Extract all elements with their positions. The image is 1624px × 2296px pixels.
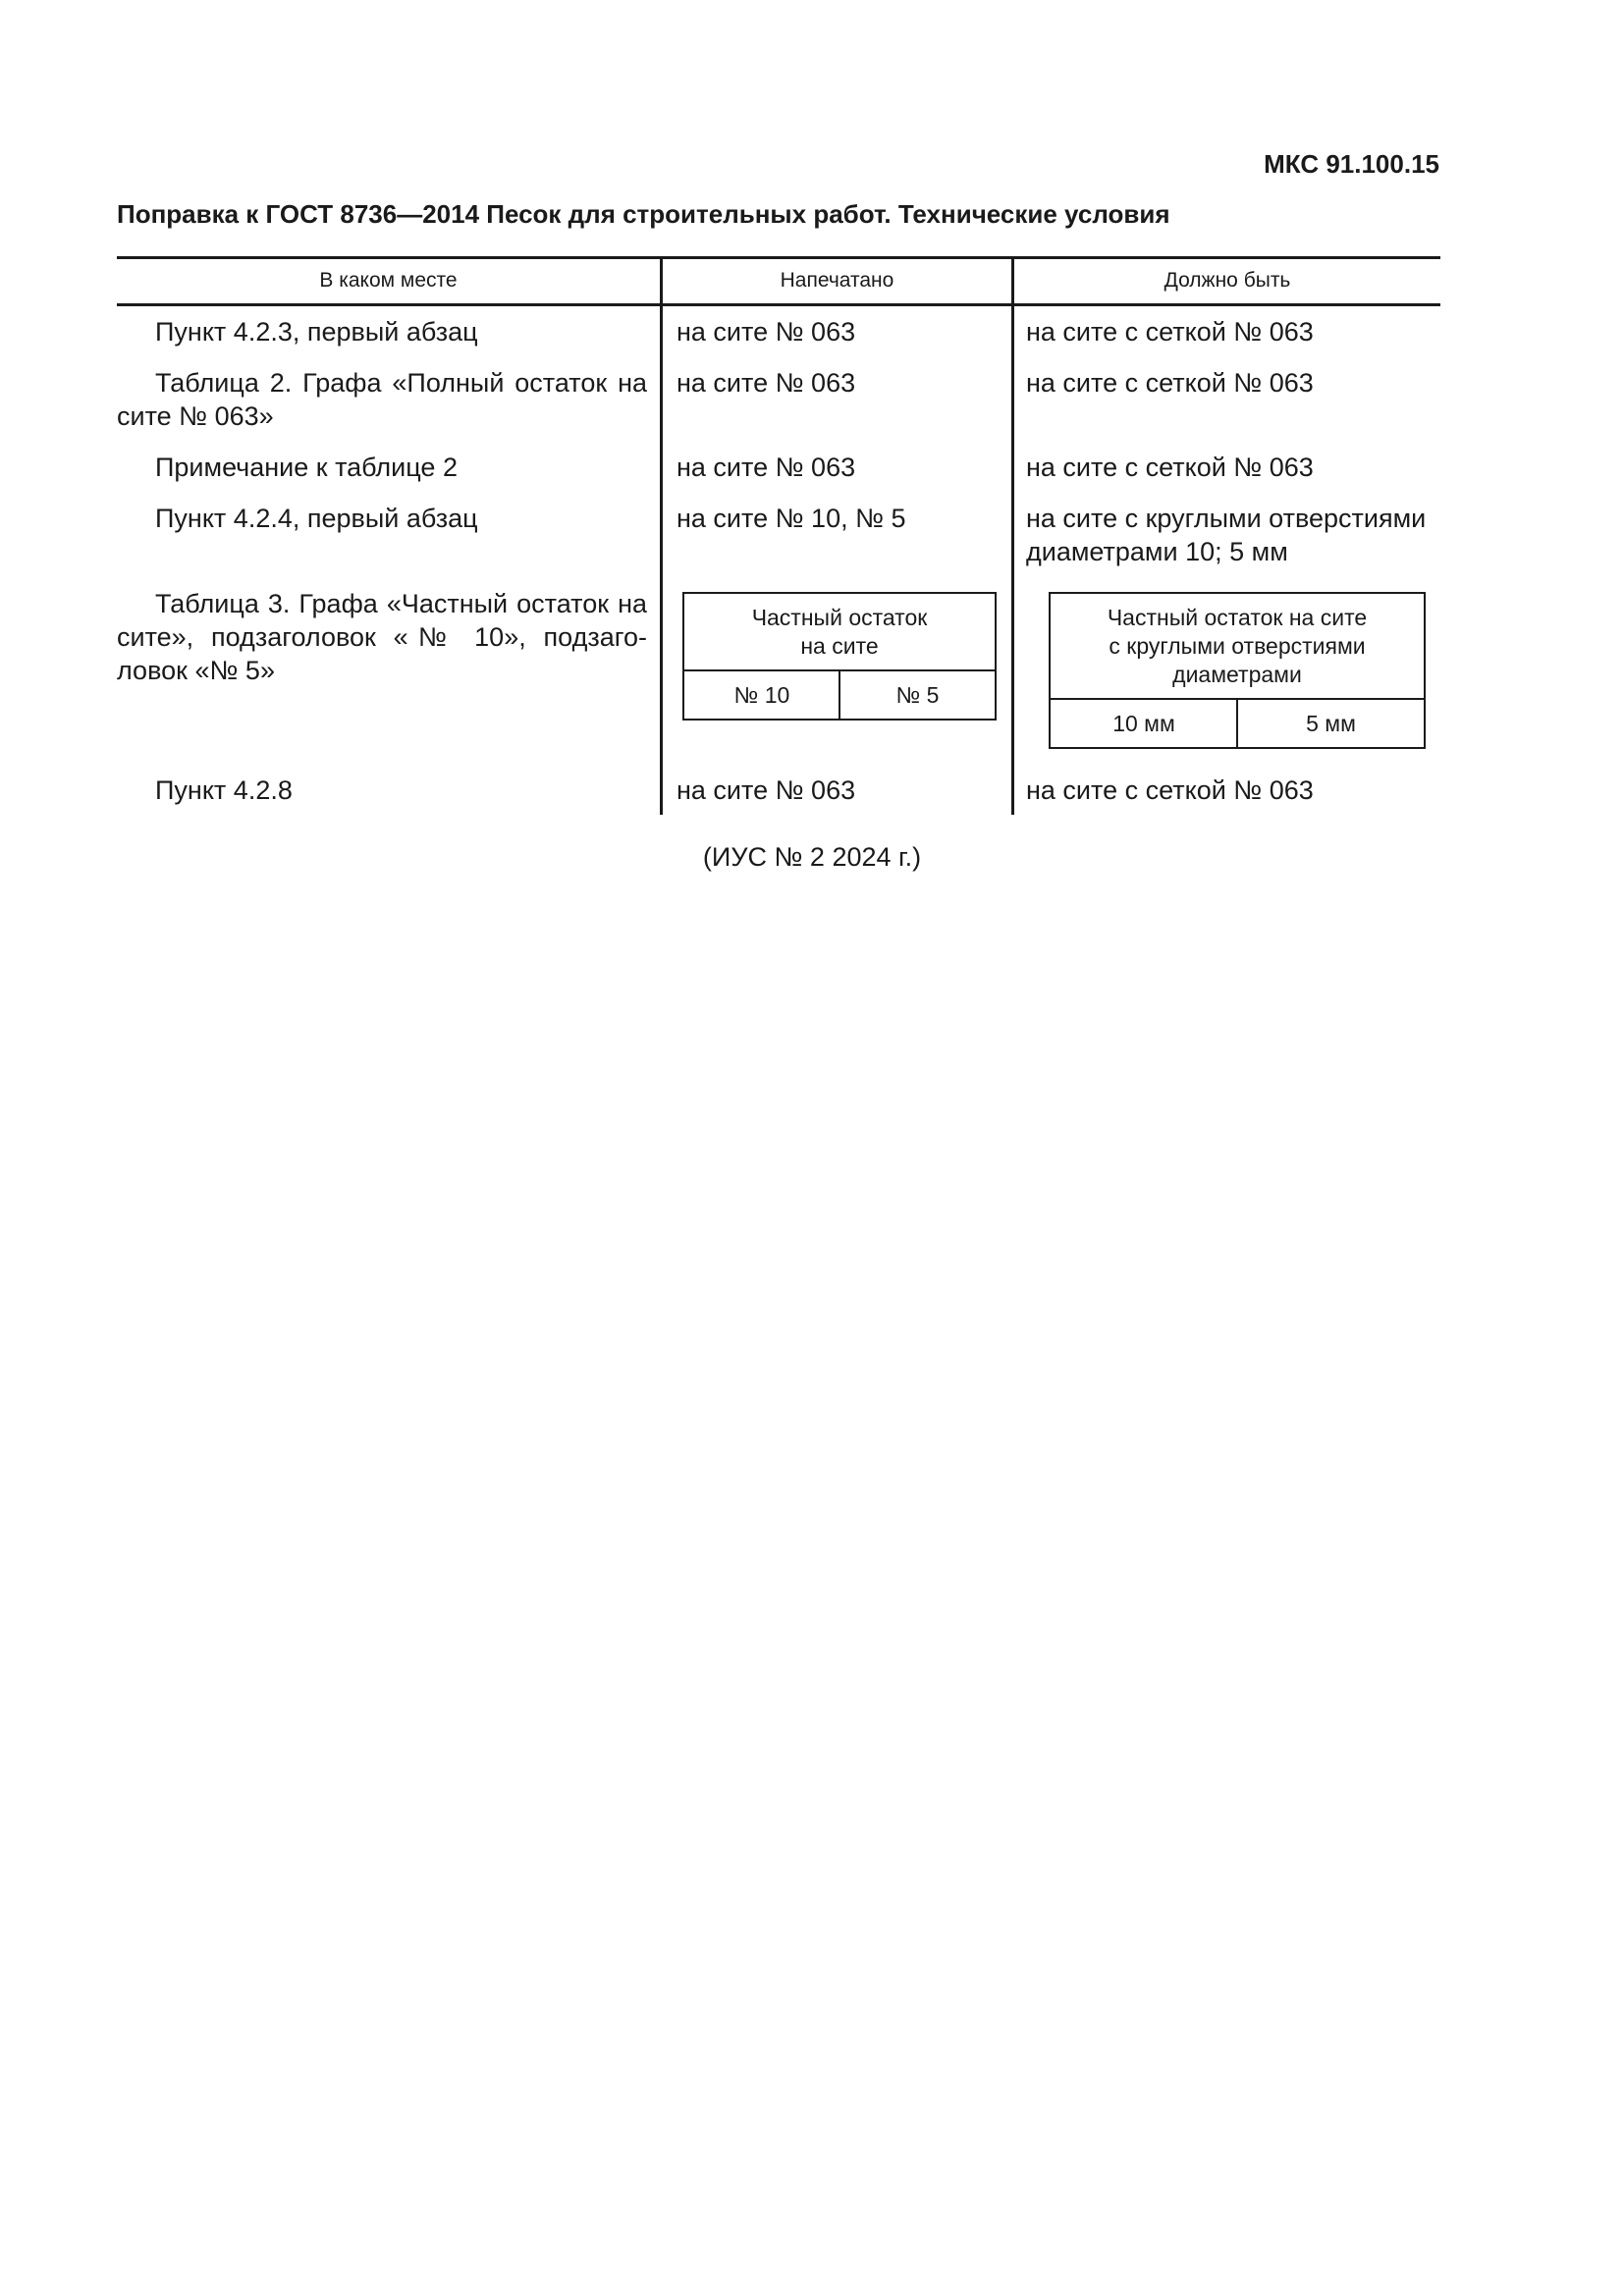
should-be-subtable-header <box>1051 594 1424 700</box>
column-divider-1 <box>660 256 663 815</box>
printed-subtable-header-line-2: на сите <box>800 633 879 659</box>
row-5-where: Таблица 3. Графа «Частный остаток на сите», подзаголовок «№ 10», подзаго-ловок «№ 5» <box>117 589 647 685</box>
row-3-should-be: на сите с сеткой № 063 <box>1026 453 1314 482</box>
printed-subtable <box>682 592 997 721</box>
column-divider-2 <box>1011 256 1014 815</box>
row-2-where: Таблица 2. Графа «Полный остаток на сите № 063» <box>117 368 647 431</box>
column-header-printed: Напечатано <box>780 269 894 292</box>
printed-subtable-header <box>684 594 995 671</box>
should-be-subtable-cell-1: 10 мм <box>1112 711 1175 736</box>
column-header-where: В каком месте <box>319 269 458 292</box>
column-header-should-be: Должно быть <box>1164 269 1291 292</box>
should-be-subtable-header-line-2: с круглыми отверстиями <box>1109 633 1366 659</box>
row-4-where: Пункт 4.2.4, первый абзац <box>155 504 478 533</box>
publication-note: (ИУС № 2 2024 г.) <box>702 842 922 872</box>
row-2-printed: на сите № 063 <box>677 368 856 398</box>
row-3-where: Примечание к таблице 2 <box>155 453 458 482</box>
row-1-where: Пункт 4.2.3, первый абзац <box>155 317 478 347</box>
row-4-printed: на сите № 10, № 5 <box>677 504 906 533</box>
should-be-subtable <box>1049 592 1426 749</box>
classification-code: МКС 91.100.15 <box>1264 149 1439 179</box>
row-6-printed: на сите № 063 <box>677 775 856 805</box>
row-1-should-be: на сите с сеткой № 063 <box>1026 317 1314 347</box>
should-be-subtable-header-line-3: диаметрами <box>1172 662 1302 687</box>
row-2-should-be: на сите с сеткой № 063 <box>1026 368 1314 398</box>
document-title: Поправка к ГОСТ 8736—2014 Песок для строительных работ. Технические условия <box>117 199 1170 229</box>
printed-subtable-cell-2: № 5 <box>895 682 940 708</box>
row-4-should-be: на сите с круглыми отверстиями диаметрами 10; 5 мм <box>1026 504 1427 566</box>
printed-subtable-cell-1: № 10 <box>733 682 790 708</box>
row-6-where: Пункт 4.2.8 <box>155 775 293 805</box>
row-1-printed: на сите № 063 <box>677 317 856 347</box>
should-be-subtable-cell-2: 5 мм <box>1306 711 1356 736</box>
printed-subtable-header-line-1: Частный остаток <box>751 605 928 630</box>
row-6-should-be: на сите с сеткой № 063 <box>1026 775 1314 805</box>
should-be-subtable-header-line-1: Частный остаток на сите <box>1107 605 1368 630</box>
row-3-printed: на сите № 063 <box>677 453 856 482</box>
